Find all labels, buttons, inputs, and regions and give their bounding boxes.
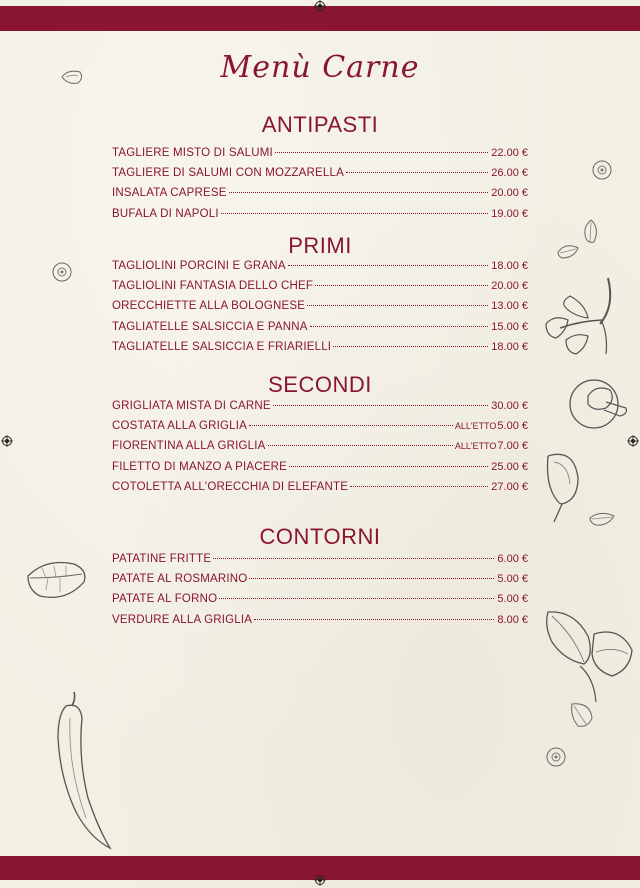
- registration-mark-icon: [627, 435, 639, 447]
- list-item: [112, 147, 528, 167]
- section-heading-contorni: CONTORNI: [259, 524, 381, 549]
- menu-list-contorni: [112, 553, 528, 634]
- dot-leader: [254, 619, 494, 620]
- dish-name: INSALATA CAPRESE: [112, 187, 227, 200]
- list-item: [112, 321, 528, 341]
- dish-price: 5.00 €: [497, 593, 528, 606]
- dot-leader: [275, 152, 488, 153]
- dish-name: FIORENTINA ALLA GRIGLIA: [112, 440, 266, 453]
- pepper-slice-icon: [590, 158, 614, 182]
- dish-name: PATATE AL ROSMARINO: [112, 573, 248, 586]
- dish-price: 26.00 €: [491, 167, 528, 180]
- dish-name: FILETTO DI MANZO A PIACERE: [112, 460, 287, 473]
- list-item: [112, 440, 528, 460]
- dot-leader: [315, 285, 488, 286]
- dish-name: BUFALA DI NAPOLI: [112, 207, 219, 220]
- dish-name: TAGLIATELLE SALSICCIA E FRIARIELLI: [112, 340, 332, 353]
- registration-mark-icon: [314, 874, 326, 886]
- dish-price: 5.00 €: [497, 420, 528, 433]
- dot-leader: [268, 445, 453, 446]
- dish-price: 18.00 €: [491, 340, 528, 353]
- menu-title: Menù Carne: [220, 50, 420, 85]
- dot-leader: [333, 346, 488, 347]
- dish-name: VERDURE ALLA GRIGLIA: [112, 613, 253, 626]
- dot-leader: [289, 466, 488, 467]
- dish-name: ORECCHIETTE ALLA BOLOGNESE: [112, 300, 306, 313]
- dot-leader: [310, 326, 489, 327]
- dish-name: GRIGLIATA MISTA DI CARNE: [112, 400, 271, 412]
- dot-leader: [219, 598, 494, 599]
- dish-price: 13.00 €: [491, 300, 528, 313]
- dish-name: TAGLIATELLE SALSICCIA E PANNA: [112, 320, 308, 333]
- list-item: [112, 553, 528, 573]
- dish-price: 7.00 €: [497, 440, 528, 453]
- chili-pepper-icon: [46, 688, 116, 852]
- dish-price: 18.00 €: [491, 260, 528, 272]
- section-heading-primi: PRIMI: [288, 233, 352, 258]
- dish-price: 6.00 €: [497, 553, 528, 565]
- dish-price: 8.00 €: [497, 613, 528, 626]
- dish-price: 20.00 €: [491, 187, 528, 200]
- dot-leader: [221, 213, 489, 214]
- list-item: [112, 280, 528, 300]
- dot-leader: [249, 425, 453, 426]
- dot-leader: [346, 172, 488, 173]
- list-item: [112, 420, 528, 440]
- dish-price: 30.00 €: [491, 400, 528, 412]
- dot-leader: [229, 192, 489, 193]
- dot-leader: [273, 405, 488, 406]
- dish-name: PATATE AL FORNO: [112, 593, 218, 606]
- list-item: [112, 400, 528, 420]
- dot-leader: [307, 305, 488, 306]
- list-item: [112, 341, 528, 361]
- list-item: [112, 481, 528, 501]
- registration-mark-icon: [314, 0, 326, 12]
- list-item: [112, 167, 528, 187]
- menu-list-antipasti: [112, 147, 528, 228]
- list-item: [112, 260, 528, 280]
- basil-leaf-icon: [568, 700, 596, 730]
- dot-leader: [288, 265, 489, 266]
- dish-price: 25.00 €: [491, 460, 528, 473]
- menu-list-secondi: [112, 400, 528, 501]
- dish-name: COTOLETTA ALL'ORECCHIA DI ELEFANTE: [112, 480, 349, 493]
- pepper-slice-icon: [544, 745, 568, 769]
- dot-leader: [350, 486, 488, 487]
- section-heading-secondi: SECONDI: [268, 372, 372, 397]
- dish-name: TAGLIERE DI SALUMI CON MOZZARELLA: [112, 167, 344, 180]
- dish-name: COSTATA ALLA GRIGLIA: [112, 420, 248, 433]
- dot-leader: [213, 558, 494, 559]
- list-item: [112, 573, 528, 593]
- dish-name: TAGLIERE MISTO DI SALUMI: [112, 147, 273, 159]
- list-item: [112, 461, 528, 481]
- pepper-slice-icon: [50, 260, 74, 284]
- list-item: [112, 593, 528, 613]
- parsley-sprig-icon: [540, 276, 640, 376]
- list-item: [112, 208, 528, 228]
- registration-mark-icon: [1, 435, 13, 447]
- dish-name: TAGLIOLINI PORCINI E GRANA: [112, 260, 286, 272]
- garlic-icon: [544, 448, 584, 526]
- dish-price: 19.00 €: [491, 207, 528, 220]
- price-note: ALL'ETTO: [454, 441, 497, 452]
- list-item: [112, 614, 528, 634]
- dish-name: TAGLIOLINI FANTASIA DELLO CHEF: [112, 280, 314, 293]
- dish-name: PATATINE FRITTE: [112, 553, 212, 565]
- dot-leader: [249, 578, 494, 579]
- basil-leaf-icon: [544, 606, 636, 706]
- dish-price: 20.00 €: [491, 280, 528, 293]
- dish-price: 15.00 €: [491, 320, 528, 333]
- dish-price: 27.00 €: [491, 480, 528, 493]
- dish-price: 5.00 €: [497, 573, 528, 586]
- basil-leaf-icon: [26, 556, 90, 604]
- section-heading-antipasti: ANTIPASTI: [261, 112, 379, 137]
- menu-list-primi: [112, 260, 528, 361]
- dish-price: 22.00 €: [491, 147, 528, 159]
- list-item: [112, 187, 528, 207]
- price-note: ALL'ETTO: [454, 421, 497, 432]
- list-item: [112, 300, 528, 320]
